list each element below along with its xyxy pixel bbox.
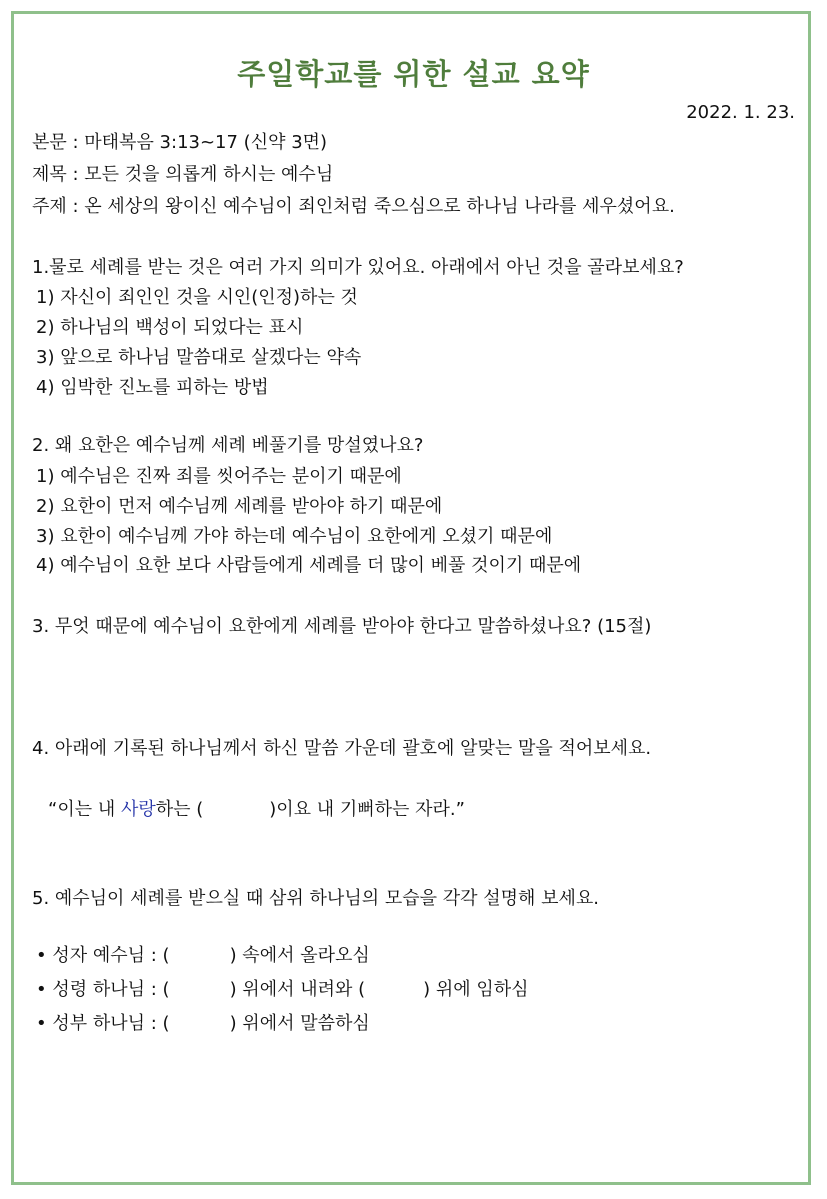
item-after-2: ) 위에 임하심 (423, 979, 529, 1000)
quote-after: )이요 내 기뻐하는 자라.” (269, 799, 465, 820)
q2-option-4: 4) 예수님이 요한 보다 사람들에게 세례를 더 많이 베풀 것이기 때문에 (36, 555, 582, 576)
bullet: • (36, 979, 47, 1000)
question-3: 3. 무엇 때문에 예수님이 요한에게 세례를 받아야 한다고 말씀하셨나요? (15절) (32, 616, 652, 637)
subject-line: 제목 : 모든 것을 의롭게 하시는 예수님 (32, 164, 334, 185)
q2-option-1: 1) 예수님은 진짜 죄를 씻어주는 분이기 때문에 (36, 466, 402, 487)
item-label: 성령 하나님 : ( (52, 979, 170, 1000)
quote-before: “이는 내 (48, 799, 121, 820)
q5-item-1 (36, 941, 370, 967)
question-2: 2. 왜 요한은 예수님께 세례 베풀기를 망설였나요? (32, 435, 424, 456)
bullet: • (36, 945, 47, 966)
q1-option-3: 3) 앞으로 하나님 말씀대로 살겠다는 약속 (36, 347, 362, 368)
passage-line: 본문 : 마태복음 3:13~17 (신약 3면) (32, 132, 328, 153)
theme-line: 주제 : 온 세상의 왕이신 예수님이 죄인처럼 죽으심으로 하나님 나라를 세우셨어요. (32, 196, 675, 217)
bullet: • (36, 1013, 47, 1034)
date: 2022. 1. 23. (686, 102, 795, 123)
question-5: 5. 예수님이 세례를 받으실 때 삼위 하나님의 모습을 각각 설명해 보세요. (32, 888, 599, 909)
q5-item-2 (36, 975, 529, 1001)
item-label: 성부 하나님 : ( (52, 1013, 170, 1034)
q2-option-2: 2) 요한이 먼저 예수님께 세례를 받아야 하기 때문에 (36, 496, 443, 517)
question-1: 1.물로 세례를 받는 것은 여러 가지 의미가 있어요. 아래에서 아닌 것을 골라보세요? (32, 257, 684, 278)
item-after: ) 속에서 올라오심 (229, 945, 370, 966)
item-after: ) 위에서 말씀하심 (229, 1013, 370, 1034)
q1-option-2: 2) 하나님의 백성이 되었다는 표시 (36, 317, 304, 338)
q5-item-3 (36, 1009, 370, 1035)
quote-highlight: 사랑 (120, 799, 156, 820)
q4-quote (48, 795, 465, 821)
q2-option-3: 3) 요한이 예수님께 가야 하는데 예수님이 요한에게 오셨기 때문에 (36, 526, 553, 547)
q1-option-1: 1) 자신이 죄인인 것을 시인(인정)하는 것 (36, 287, 358, 308)
q1-option-4: 4) 임박한 진노를 피하는 방법 (36, 377, 269, 398)
question-4: 4. 아래에 기록된 하나님께서 하신 말씀 가운데 괄호에 알맞는 말을 적어보세요. (32, 738, 652, 759)
page-title: 주일학교를 위한 설교 요약 (237, 57, 590, 91)
quote-middle: 하는 ( (155, 799, 204, 820)
item-label: 성자 예수님 : ( (52, 945, 170, 966)
item-after: ) 위에서 내려와 ( (229, 979, 366, 1000)
